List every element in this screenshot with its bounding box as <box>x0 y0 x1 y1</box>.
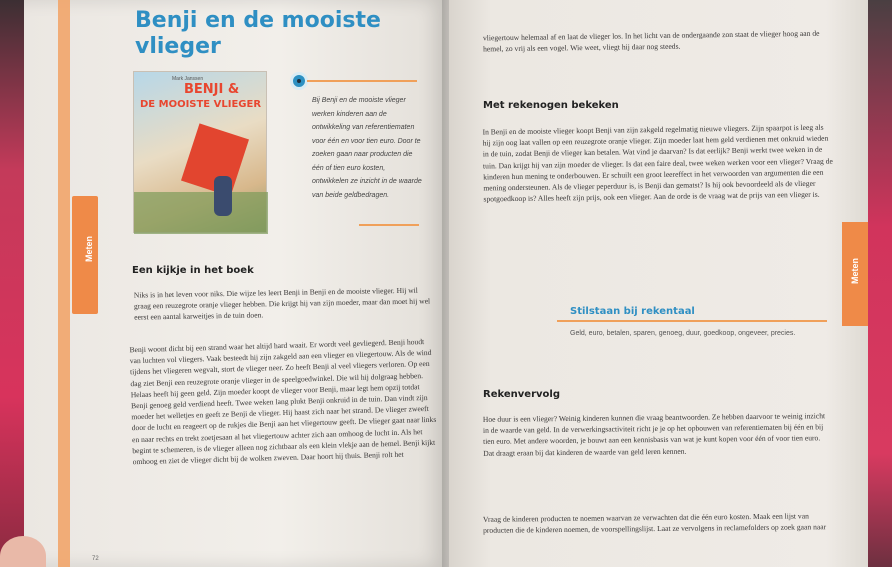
intro-paragraph: Niks is in het leven voor niks. Die wijze les leert Benji in Benji en de mooiste vlieger. Hij wil graag een reuzegrote oranje vlieger hebben. Die krijgt hij van zijn moeder, maar dan moet hij wel eerst een aantal karweitjes in de tuin doen. <box>133 285 431 323</box>
chapter-tab-label: Meten <box>84 235 95 263</box>
page-title: Benji en de mooiste vlieger <box>135 8 381 59</box>
callout-divider-top <box>307 80 417 82</box>
page-number: 72 <box>92 556 99 562</box>
heading-rekenvervolg: Rekenvervolg <box>483 389 560 400</box>
chapter-tab-label-right: Meten <box>850 257 861 285</box>
cover-title-line1: BENJI & <box>184 82 240 97</box>
open-book <box>24 0 868 567</box>
activity-paragraph: Vraag de kinderen producten te noemen waarvan ze verwachten dat die één euro kosten. Maak een lijst van producten die de kinderen noemen, de voorspellingslijst. Laat ze vervolgens in reclamefolders op zoek gaan naar <box>482 511 827 536</box>
callout-text: Bij Benji en de mooiste vlieger werken kinderen aan de ontwikkeling van referentiematen voor één en voor tien euro. Door te zoeken gaan naar producten die één of tien euro kosten, ontwikkelen ze inzicht in de waarde van beide geldbedragen. <box>312 97 422 199</box>
intro-callout <box>312 94 422 202</box>
page-edge-strip <box>58 0 70 567</box>
left-page <box>24 0 449 567</box>
book-cover-image <box>133 71 267 233</box>
cover-ground <box>134 192 268 234</box>
chapter-tab-left <box>72 196 98 314</box>
right-page <box>449 0 868 567</box>
cover-author: Mark Janssen <box>172 76 204 82</box>
callout-divider-bottom <box>359 224 419 226</box>
stilstaan-title: Stilstaan bij rekentaal <box>570 306 695 317</box>
eye-icon <box>290 72 308 90</box>
cover-child <box>214 176 232 216</box>
section-heading: Een kijkje in het boek <box>132 265 254 276</box>
story-paragraph: Benji woont dicht bij een strand waar het altijd hard waait. Er wordt veel gevliegerd. Benji houdt van luchten vol vliegers. Vaak besteedt hij zijn zakgeld aan een vlieger en vliegertouw. Als de wind tijdens het vliegeren wegvalt, stort de vlieger neer. Zo heeft Benji al veel vliegers verloren. Op een dag ziet Benji een reuzegrote oranje vlieger in de speelgoedwinkel. Die wil hij dolgraag hebben. Helaas heeft hij geen geld. Zijn moeder koopt de vlieger voor Benji, maar legt hem opzij totdat Benji genoeg geld verdiend heeft. Twee weken lang plukt Benji onkruid in de tuin. Dan vindt zijn moeder het welletjes en geeft ze Benji de vlieger. Hij haast zich naar het strand. De vlieger zweeft door de lucht en reageert op de rukjes die Benji aan het vliegertouw geeft. De vlieger gaat naar links en naar rechts en trekt zoetjesaan al het vliegertouw achter zich aan omhoog de lucht in. Als het begint te schemeren, is de vlieger alleen nog zichtbaar als een klein vlekje aan de hemel. Benji kijkt omhoog en ziet de vlieger dicht bij de wolken zweven. Daar hoort hij thuis. Benji rolt het <box>129 337 437 467</box>
chapter-tab-right <box>842 222 868 326</box>
cover-title-line2: DE MOOISTE VLIEGER <box>140 99 262 110</box>
continued-paragraph: vliegertouw helemaal af en laat de vlieger los. In het licht van de ondergaande zon staat de vlieger hoog aan de hemel, zo vrij als een vogel. Wie weet, vliegt hij daar nog steeds. <box>482 28 820 54</box>
rekenogen-paragraph: In Benji en de mooiste vlieger koopt Benji van zijn zakgeld regelmatig nieuwe vliegers. Zijn spaarpot is leeg als hij zijn oog laat vallen op een reuzegrote oranje vlieger. Zijn moeder laat hem geld verdienen met onkruid wieden in de tuin, zodat Benji de vlieger kan betalen. Wat vind je daarvan? Is dat eerlijk? Benji werkt twee weken in de tuin. Dan krijgt hij van zijn moeder de vlieger. Is dat een faire deal, twee weken werken voor een vlieger? Vraag de kinderen hun mening te onderbouwen. Er schuilt een groot leereffect in het verwoorden van argumenten die een mening ondersteunen. Als de vlieger peperduur is, is Benji dan gematst? Is hij ook bevoordeeld als de vlieger spotgoedkoop is? Alles heeft zijn prijs, ook een vlieger. Aan de orde is de vraag wat de prijs van een vlieger is. <box>482 122 833 204</box>
stilstaan-text: Geld, euro, betalen, sparen, genoeg, duur, goedkoop, ongeveer, precies. <box>570 330 796 337</box>
rekenvervolg-paragraph: Hoe duur is een vlieger? Weinig kinderen kunnen die vraag beantwoorden. Ze hebben daarvoor te weinig inzicht in de waarde van geld. In de verwerkingsactiviteit richt je je op het opbouwen van referentiematen bij één en bij tien euro. Met andere woorden, je bouwt aan een kennisbasis van wat je kunt kopen voor één of voor tien euro. Dat draagt eraan bij dat kinderen de waarde van geld leren kennen. <box>482 411 826 458</box>
stilstaan-divider <box>557 320 827 322</box>
heading-rekenogen: Met rekenogen bekeken <box>483 100 619 111</box>
